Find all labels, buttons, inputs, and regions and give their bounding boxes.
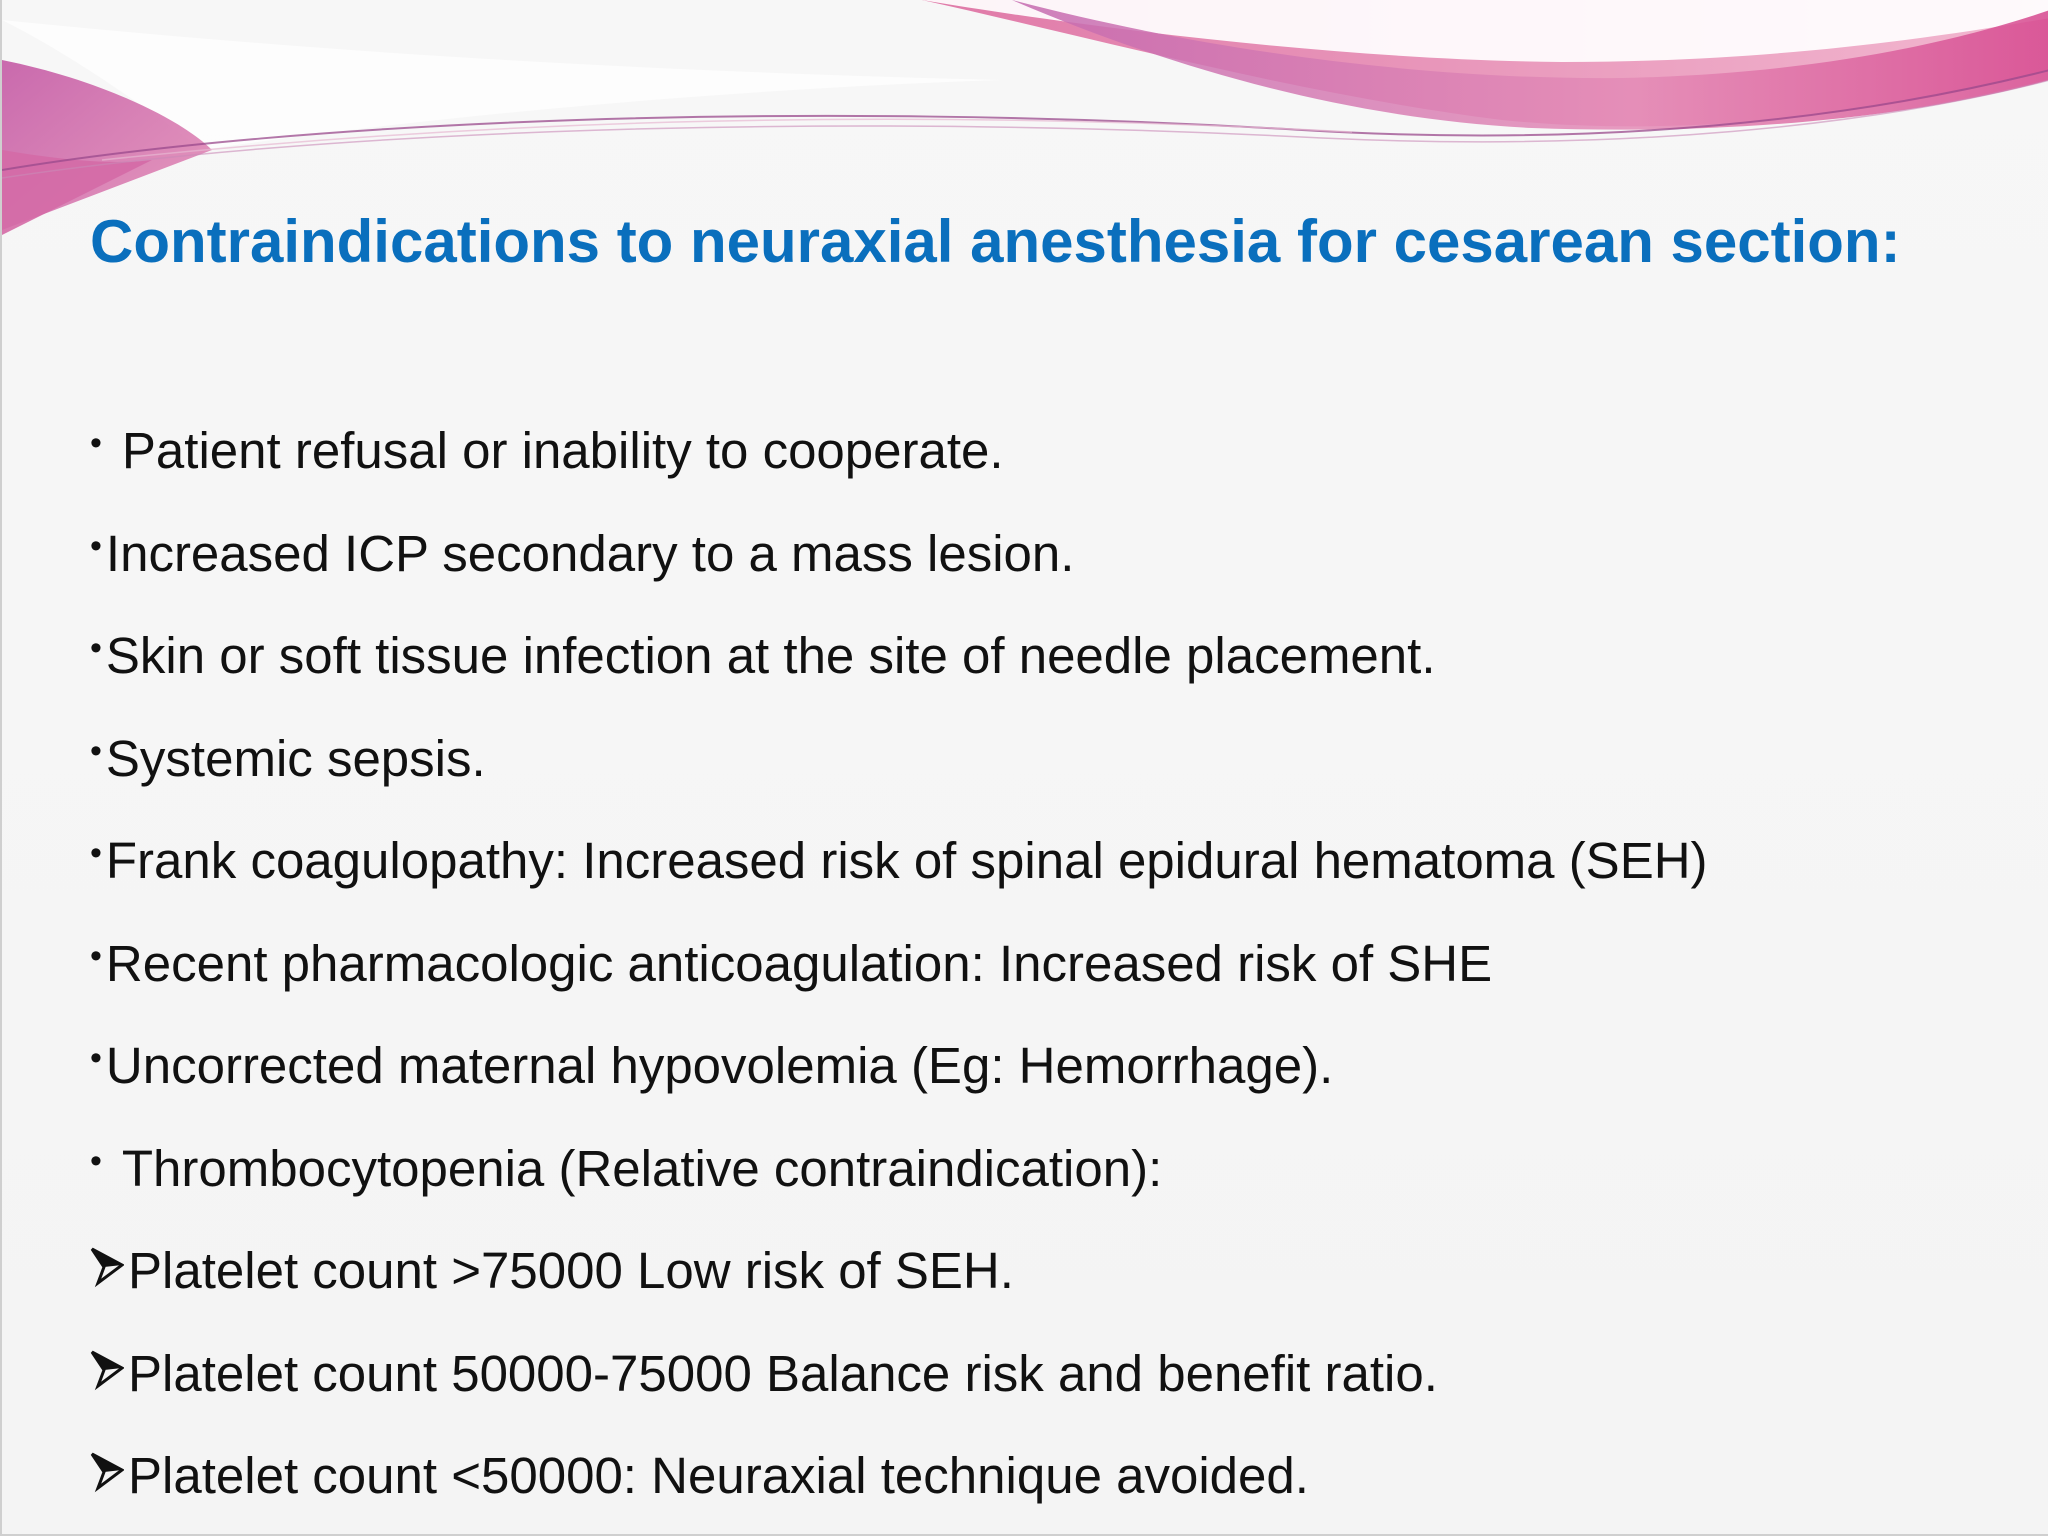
list-item xyxy=(90,708,2030,811)
list-item-text: Thrombocytopenia (Relative contraindication): xyxy=(121,1139,1163,1197)
bullet-dot-icon: • xyxy=(90,424,102,463)
list-item-text: Platelet count <50000: Neuraxial technique avoided. xyxy=(128,1447,1309,1505)
list-item-text: Frank coagulopathy: Increased risk of spinal epidural hematoma (SEH) xyxy=(105,832,1708,890)
list-item xyxy=(90,1118,2030,1221)
bullet-dot-icon: • xyxy=(90,526,102,565)
list-item xyxy=(90,400,2030,503)
bullet-dot-icon: • xyxy=(90,1141,102,1180)
list-item xyxy=(90,1323,2030,1426)
list-item xyxy=(90,810,2030,913)
list-item xyxy=(90,1220,2030,1323)
list-item-text: Patient refusal or inability to cooperate. xyxy=(121,422,1004,480)
list-item-text: Recent pharmacologic anticoagulation: Increased risk of SHE xyxy=(105,934,1493,992)
list-item-text: Skin or soft tissue infection at the site of needle placement. xyxy=(105,627,1436,685)
bullet-dot-icon: • xyxy=(90,1039,102,1078)
bullet-dot-icon: • xyxy=(90,936,102,975)
list-item-text: Platelet count 50000-75000 Balance risk and benefit ratio. xyxy=(128,1344,1438,1402)
arrowhead-bullet-icon xyxy=(90,1440,124,1500)
list-item xyxy=(90,503,2030,606)
bullet-dot-icon: • xyxy=(90,629,102,668)
arrowhead-bullet-icon xyxy=(90,1338,124,1398)
slide-title: Contraindications to neuraxial anesthesia for cesarean section: xyxy=(90,208,1901,275)
list-item xyxy=(90,1425,2030,1528)
list-item-text: Uncorrected maternal hypovolemia (Eg: Hemorrhage). xyxy=(105,1037,1334,1095)
list-item xyxy=(90,605,2030,708)
list-item-text: Increased ICP secondary to a mass lesion. xyxy=(105,524,1075,582)
bullet-dot-icon: • xyxy=(90,731,102,770)
list-item-text: Systemic sepsis. xyxy=(105,729,486,787)
arrowhead-bullet-icon xyxy=(90,1235,124,1295)
contraindication-list xyxy=(90,400,2030,1528)
list-item-text: Platelet count >75000 Low risk of SEH. xyxy=(128,1242,1014,1300)
list-item xyxy=(90,1015,2030,1118)
list-item xyxy=(90,913,2030,1016)
bullet-dot-icon: • xyxy=(90,834,102,873)
